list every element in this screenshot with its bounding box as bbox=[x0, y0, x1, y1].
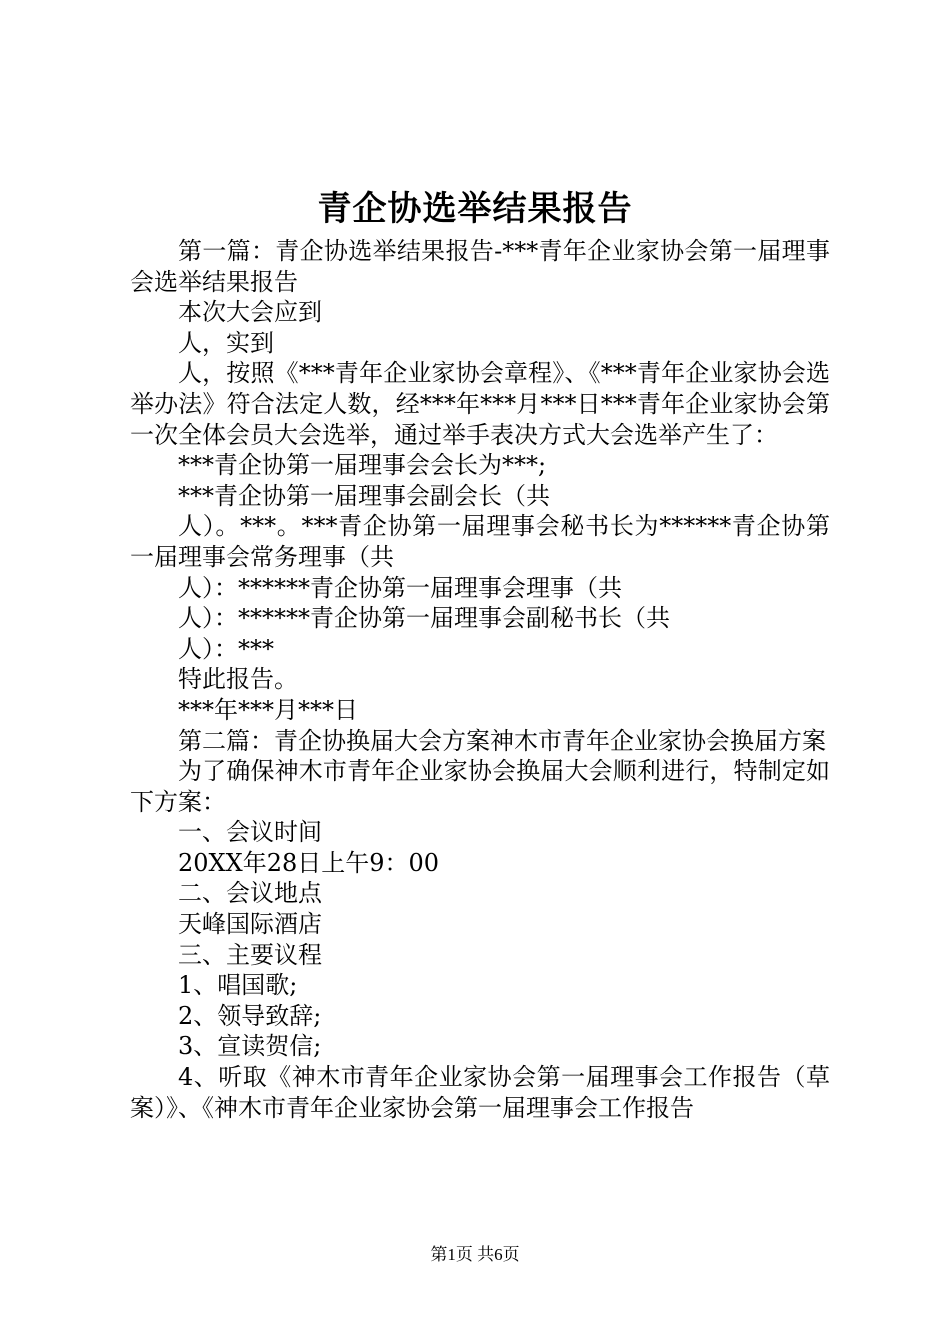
paragraph: 人）：******青企协第一届理事会副秘书长（共 bbox=[178, 604, 670, 633]
paragraph: 20XX年28日上午9：00 bbox=[178, 848, 440, 877]
paragraph: 1、唱国歌; bbox=[178, 971, 298, 1000]
paragraph: 人）：******青企协第一届理事会理事（共 bbox=[178, 573, 622, 602]
paragraph: 天峰国际酒店 bbox=[178, 910, 322, 939]
paragraph: 第一篇：青企协选举结果报告-***青年企业家协会第一届理事会选举结果报告 bbox=[130, 237, 830, 296]
page-footer: 第1页 共6页 bbox=[430, 1245, 520, 1264]
paragraph: ***青企协第一届理事会副会长（共 bbox=[178, 481, 550, 510]
paragraph: 第二篇：青企协换届大会方案神木市青年企业家协会换届方案 bbox=[178, 726, 826, 755]
paragraph: 二、会议地点 bbox=[178, 879, 322, 908]
paragraph: 特此报告。 bbox=[178, 665, 298, 694]
document-title: 青企协选举结果报告 bbox=[317, 189, 633, 229]
document-body bbox=[130, 236, 830, 1123]
paragraph: ***青企协第一届理事会会长为***; bbox=[178, 451, 547, 480]
paragraph: ***年***月***日 bbox=[178, 695, 358, 724]
paragraph: 3、宣读贺信; bbox=[178, 1032, 322, 1061]
paragraph: 人）。***。***青企协第一届理事会秘书长为******青企协第一届理事会常务理事（共 bbox=[130, 512, 830, 571]
paragraph: 三、主要议程 bbox=[178, 940, 322, 969]
paragraph: 一、会议时间 bbox=[178, 818, 322, 847]
paragraph: 4、听取《神木市青年企业家协会第一届理事会工作报告（草案）》、《神木市青年企业家协会第一届理事会工作报告 bbox=[130, 1063, 830, 1122]
paragraph: 2、领导致辞; bbox=[178, 1001, 322, 1030]
paragraph: 人，实到 bbox=[178, 328, 274, 357]
paragraph: 人，按照《***青年企业家协会章程》、《***青年企业家协会选举办法》符合法定人数，经***年***月***日***青年企业家协会第一次全体会员大会选举，通过举手表决方式大会选举产生了： bbox=[130, 359, 830, 449]
paragraph: 本次大会应到 bbox=[178, 298, 322, 327]
paragraph: 人）：*** bbox=[178, 634, 274, 663]
paragraph: 为了确保神木市青年企业家协会换届大会顺利进行，特制定如下方案： bbox=[130, 757, 830, 816]
